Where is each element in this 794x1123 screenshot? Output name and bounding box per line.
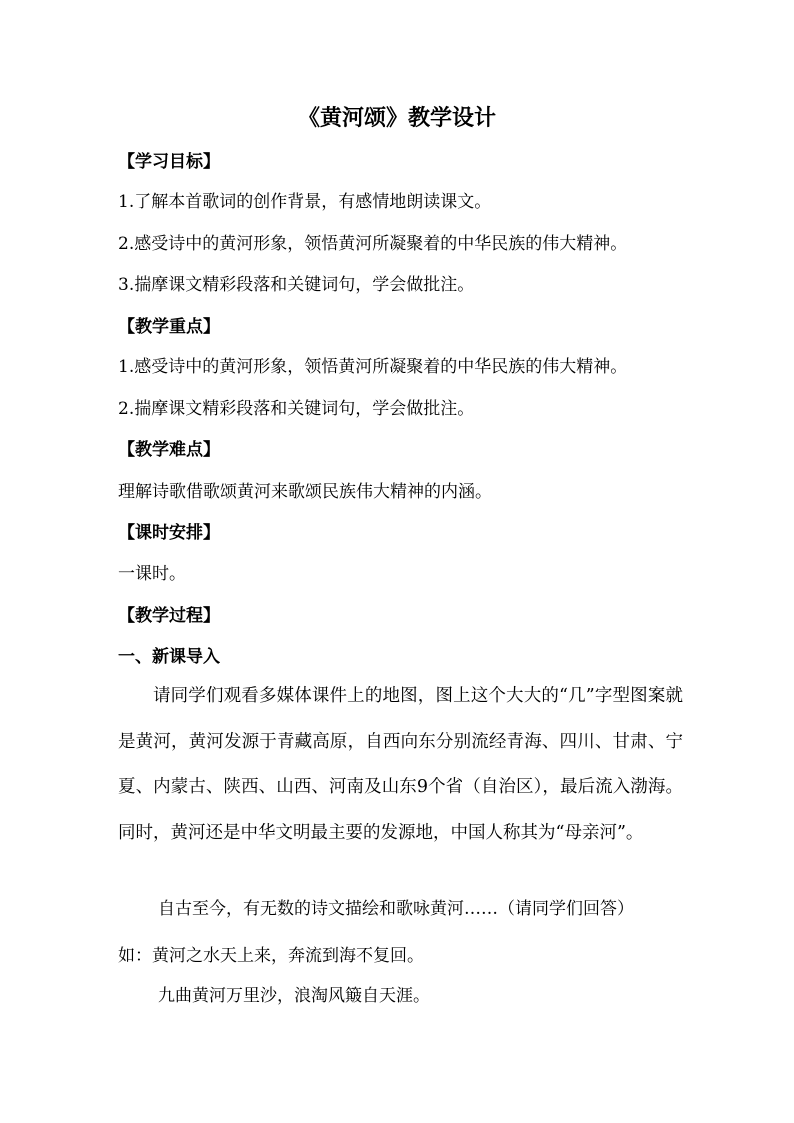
intro-paragraph-3: 九曲黄河万里沙，浪淘风簸自天涯。 <box>158 986 430 1006</box>
key-point-item-1: 1.感受诗中的黄河形象，领悟黄河所凝聚着的中华民族的伟大精神。 <box>118 357 628 377</box>
intro-paragraph-2-line-2: 如：黄河之水天上来，奔流到海不复回。 <box>118 946 424 966</box>
process-heading: 【教学过程】 <box>118 606 220 626</box>
objective-item-2: 2.感受诗中的黄河形象，领悟黄河所凝聚着的中华民族的伟大精神。 <box>118 234 628 254</box>
objectives-heading: 【学习目标】 <box>118 152 220 172</box>
schedule-heading: 【课时安排】 <box>118 523 220 543</box>
difficulties-heading: 【教学难点】 <box>118 440 220 460</box>
schedule-text: 一课时。 <box>118 564 186 584</box>
objective-item-3: 3.揣摩课文精彩段落和关键词句，学会做批注。 <box>118 275 475 295</box>
intro-paragraph-1: 请同学们观看多媒体课件上的地图，图上这个大大的“几”字型图案就是黄河，黄河发源于青藏高原，自西向东分别流经青海、四川、甘肃、宁夏、内蒙古、陕西、山西、河南及山东9个省（自治区），最后流入渤海。同时，黄河还是中华文明最主要的发源地，中国人称其为“母亲河”。 <box>118 686 683 843</box>
document-title: 《黄河颂》教学设计 <box>297 105 496 131</box>
intro-subheading: 一、新课导入 <box>118 647 220 667</box>
key-points-heading: 【教学重点】 <box>118 317 220 337</box>
intro-paragraph-2-line-1: 自古至今，有无数的诗文描绘和歌咏黄河……（请同学们回答） <box>158 899 634 919</box>
objective-item-1: 1.了解本首歌词的创作背景，有感情地朗读课文。 <box>118 192 492 212</box>
difficulties-text: 理解诗歌借歌颂黄河来歌颂民族伟大精神的内涵。 <box>118 482 492 502</box>
key-point-item-2: 2.揣摩课文精彩段落和关键词句，学会做批注。 <box>118 399 475 419</box>
